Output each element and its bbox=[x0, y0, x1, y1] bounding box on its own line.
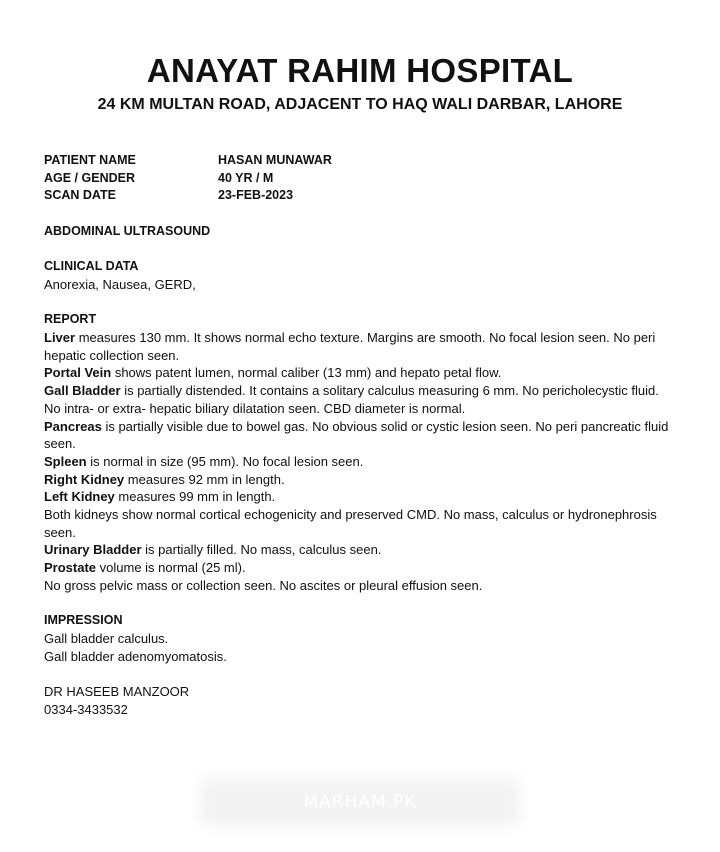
report-line bbox=[44, 524, 684, 542]
impression-heading: IMPRESSION bbox=[44, 613, 123, 628]
report-line bbox=[44, 506, 684, 524]
report-body bbox=[44, 152, 684, 718]
report-line bbox=[44, 435, 684, 453]
report-heading: REPORT bbox=[44, 312, 97, 327]
patient-name-value: HASAN MUNAWAR bbox=[218, 153, 332, 167]
scan-date-value: 23-FEB-2023 bbox=[218, 188, 294, 203]
organ-name: Right Kidney bbox=[44, 471, 125, 487]
organ-name: Spleen bbox=[44, 453, 87, 469]
age-gender-row bbox=[44, 170, 684, 188]
doctor-phone: 0334-3433532 bbox=[44, 701, 128, 717]
organ-name: Urinary Bladder bbox=[44, 542, 142, 558]
organ-name: Pancreas bbox=[44, 418, 102, 434]
organ-name: Prostate bbox=[44, 560, 97, 576]
doctor-name: DR HASEEB MANZOOR bbox=[44, 684, 190, 700]
impression-list bbox=[44, 630, 684, 665]
scan-date-label: SCAN DATE bbox=[44, 188, 116, 203]
clinical-data-heading: CLINICAL DATA bbox=[44, 259, 139, 274]
report-line bbox=[44, 418, 684, 436]
report-line bbox=[44, 329, 684, 347]
report-line bbox=[44, 347, 684, 365]
finding-text: is partially visible due to bowel gas. No obvious solid or cystic lesion seen. No peri pancreatic fluid bbox=[101, 418, 669, 434]
watermark bbox=[210, 788, 510, 816]
organ-name: Liver bbox=[44, 329, 76, 345]
finding-text: shows patent lumen, normal caliber (13 mm) and hepato petal flow. bbox=[111, 365, 502, 381]
finding-text: No intra- or extra- hepatic biliary dilatation seen. CBD diameter is normal. bbox=[44, 400, 466, 416]
finding-text: is partially filled. No mass, calculus seen. bbox=[141, 542, 382, 558]
finding-text: Both kidneys show normal cortical echogenicity and preserved CMD. No mass, calculus or hydronephrosis bbox=[44, 507, 657, 523]
hospital-name: ANAYAT RAHIM HOSPITAL bbox=[146, 52, 574, 89]
finding-text: measures 99 mm in length. bbox=[114, 489, 276, 505]
report-line bbox=[44, 559, 684, 577]
clinical-data-text: Anorexia, Nausea, GERD, bbox=[44, 276, 196, 292]
finding-text: hepatic collection seen. bbox=[44, 347, 180, 363]
report-line bbox=[44, 453, 684, 471]
scan-date-row bbox=[44, 187, 684, 205]
exam-title: ABDOMINAL ULTRASOUND bbox=[44, 223, 211, 238]
report-line bbox=[44, 400, 684, 418]
organ-name: Left Kidney bbox=[44, 489, 115, 505]
patient-name-row bbox=[44, 152, 684, 170]
report-line bbox=[44, 488, 684, 506]
hospital-address: 24 KM MULTAN ROAD, ADJACENT TO HAQ WALI DARBAR, LAHORE bbox=[97, 96, 623, 113]
report-line bbox=[44, 382, 684, 400]
report-line bbox=[44, 364, 684, 382]
patient-name-label: PATIENT NAME bbox=[44, 153, 136, 167]
finding-text: is normal in size (95 mm). No focal lesion seen. bbox=[86, 453, 364, 469]
organ-name: Portal Vein bbox=[44, 365, 112, 381]
finding-text: seen. bbox=[44, 524, 76, 540]
watermark-text: MARHAM.PK bbox=[303, 792, 417, 812]
age-gender-value: 40 YR / M bbox=[218, 170, 274, 185]
finding-text: seen. bbox=[44, 436, 76, 452]
finding-text: measures 92 mm in length. bbox=[124, 471, 285, 487]
impression-line: Gall bladder calculus. bbox=[44, 630, 169, 646]
report-line bbox=[44, 541, 684, 559]
finding-text: measures 130 mm. It shows normal echo texture. Margins are smooth. No focal lesion seen. No peri bbox=[75, 329, 656, 345]
finding-text: No gross pelvic mass or collection seen. No ascites or pleural effusion seen. bbox=[44, 577, 483, 593]
report-line bbox=[44, 471, 684, 489]
organ-name: Gall Bladder bbox=[44, 383, 121, 399]
finding-text: volume is normal (25 ml). bbox=[96, 560, 246, 576]
impression-line: Gall bladder adenomyomatosis. bbox=[44, 648, 227, 664]
report-line bbox=[44, 577, 684, 595]
report-findings bbox=[44, 329, 684, 595]
age-gender-label: AGE / GENDER bbox=[44, 170, 135, 185]
finding-text: is partially distended. It contains a solitary calculus measuring 6 mm. No pericholecystic fluid. bbox=[120, 383, 659, 399]
